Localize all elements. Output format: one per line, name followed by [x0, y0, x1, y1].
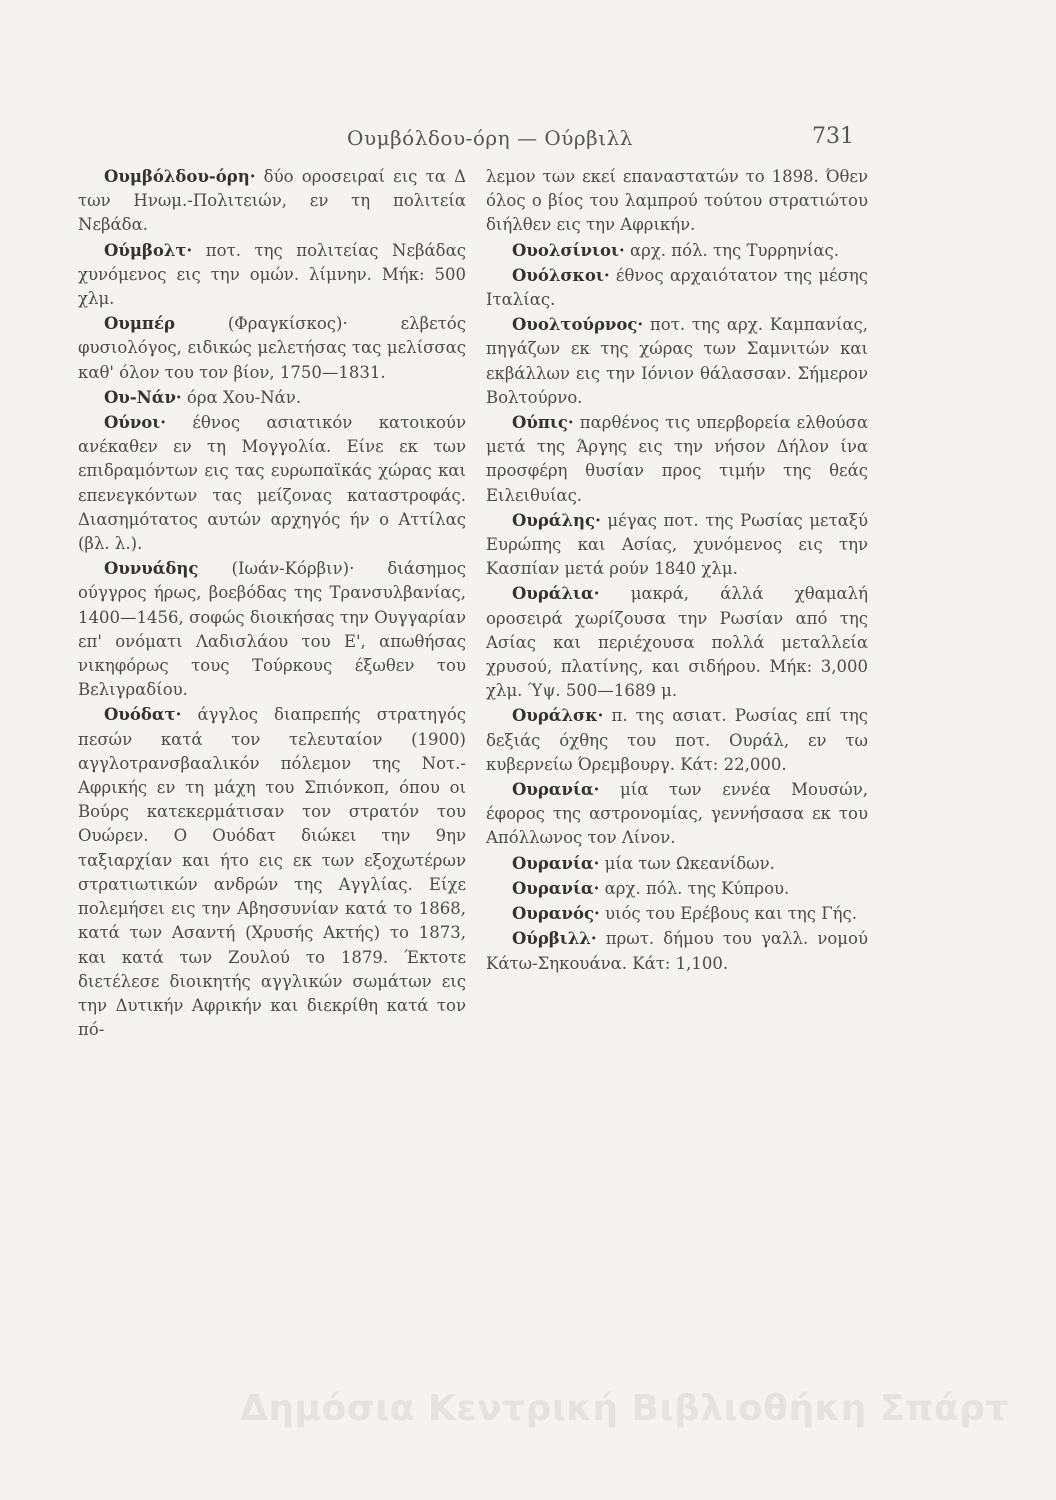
dictionary-entry — [78, 411, 466, 556]
entry-headword: Ουράλσκ· — [512, 706, 604, 726]
entry-text: μία των Ωκεανίδων. — [599, 853, 775, 873]
dictionary-entry — [78, 165, 466, 238]
right-column — [486, 165, 868, 977]
entry-text: πρωτ. δήμου του γαλλ. νομού Κάτω-Σηκουάνα. Κάτ: 1,100. — [486, 929, 868, 973]
page-number: 731 — [812, 124, 854, 149]
entry-headword: Ούρβιλλ· — [512, 929, 597, 949]
dictionary-entry — [78, 386, 466, 410]
entry-text: π. της ασιατ. Ρωσίας επί της δεξιάς όχθης του ποτ. Ουράλ, εν τω κυβερνείω Όρεμβουργ. Κάτ: 22,000. — [486, 706, 868, 774]
dictionary-entry — [486, 778, 868, 851]
entry-headword: Ουμβόλδου-όρη· — [104, 167, 256, 186]
dictionary-entry — [486, 264, 868, 312]
entry-text: μία των εννέα Μουσών, έφορος της αστρονομίας, γεννήσασα εκ του Απόλλωνος τον Λίνον. — [486, 780, 868, 848]
entry-text: λεμον των εκεί επαναστατών το 1898. Όθεν όλος ο βίος του λαμπρού τούτου στρατιώτου διήλθεν εις την Αφρικήν. — [486, 167, 868, 235]
dictionary-entry — [486, 927, 868, 975]
entry-text: ποτ. της αρχ. Καμπανίας, πηγάζων εκ της χώρας των Σαμνιτών και εκβάλλων εις την Ιόνιον θάλασσαν. Σήμερον Βολτούρνο. — [486, 315, 868, 407]
dictionary-entry — [486, 704, 868, 777]
entry-headword: Ουράλης· — [512, 510, 601, 530]
dictionary-entry — [78, 239, 466, 312]
entry-headword: Ουρανός· — [512, 904, 600, 924]
dictionary-entry — [486, 411, 868, 508]
entry-text: όρα Χου-Νάν. — [181, 387, 302, 407]
entry-text: (Φραγκίσκος)· ελβετός φυσιολόγος, ειδικώς μελετήσας τας μελίσσας καθ' όλον του τον βίον, 1750—1831. — [78, 314, 466, 382]
entry-headword: Ουμπέρ — [104, 314, 175, 334]
entry-text: μακρά, άλλά χθαμαλή οροσειρά χωρίζουσα την Ρωσίαν από της Ασίας και περιέχουσα πολλά μεταλλεία χρυσού, πλατίνης, και σιδήρου. Μήκ: 3,000 χλμ. Ύψ. 500—1689 μ. — [486, 584, 868, 701]
dictionary-entry — [486, 582, 868, 703]
entry-text: έθνος αρχαιότατον της μέσης Ιταλίας. — [486, 265, 868, 310]
entry-headword: Ουνυάδης — [104, 559, 199, 579]
entry-text: (Ιωάν-Κόρβιν)· διάσημος ούγγρος ήρως, βοεβόδας της Τρανσυλβανίας, 1400—1456, σοφώς διοικήσας την Ουγγαρίαν επ' ονόματι Λαδισλάου του Ε', απωθήσας νικηφόρως τους Τούρκους έξωθεν του Βελιγραδίου. — [78, 559, 466, 700]
entry-headword: Ουολτούρνος· — [512, 315, 644, 335]
dictionary-entry — [486, 165, 868, 238]
dictionary-entry — [486, 239, 868, 263]
entry-headword: Ουρανία· — [512, 853, 600, 873]
entry-text: υιός του Ερέβους και της Γής. — [599, 904, 858, 924]
left-column — [78, 165, 466, 1043]
dictionary-entry — [486, 877, 868, 901]
entry-text: μέγας ποτ. της Ρωσίας μεταξύ Ευρώπης και Ασίας, χυνόμενος εις την Κασπίαν μετά ρούν 1840 χλμ. — [486, 510, 868, 579]
entry-headword: Ούνοι· — [104, 413, 167, 433]
library-watermark: Δημόσια Κεντρική Βιβλιοθήκη Σπάρτ — [240, 1388, 1009, 1429]
entry-headword: Ουράλια· — [512, 584, 600, 604]
entry-headword: Ούμβολτ· — [104, 240, 193, 260]
running-head: Ουμβόλδου-όρη — Ούρβιλλ — [347, 126, 633, 150]
dictionary-entry — [486, 902, 868, 926]
entry-text: δύο οροσειραί εις τα Δ των Ηνωμ.-Πολιτειών, εν τη πολιτεία Νεβάδα. — [78, 167, 466, 235]
dictionary-entry — [486, 313, 868, 410]
entry-text: έθνος ασιατικόν κατοικούν ανέκαθεν εν τη Μογγολία. Είνε εκ των επιδραμόντων εις τας ευρωπαϊκάς χώρας και επενεγκόντων τας μείζονας καταστροφάς. Διασημότατος αυτών αρχηγός ήν ο Αττίλας (βλ. λ.). — [78, 413, 466, 554]
dictionary-entry — [78, 312, 466, 385]
entry-headword: Ου-Νάν· — [104, 387, 182, 407]
entry-text: άγγλος διαπρεπής στρατηγός πεσών κατά τον τελευταίον (1900) αγγλοτρανσβααλικόν πόλεμον της Νοτ.-Αφρικής εν τη μάχη του Σπιόνκοπ, όπου οι Βούρς κατεκερμάτισαν τον στρατόν του Ουώρεν. Ο Ουόδατ διώκει την 9ην ταξιαρχίαν και ήτο εις εκ των εξοχωτέρων στρατιωτικών ανδρών της Αγγλίας. Είχε πολεμήσει εις την Αβησσυνίαν κατά το 1868, κατά των Ασαντή (Χρυσής Ακτής) το 1873, και κατά των Ζουλού το 1879. Έκτοτε διετέλεσε διοικητής αγγλικών σωμάτων εις την Δυτικήν Αφρικήν και διεκρίθη κατά τον πό- — [78, 705, 466, 1040]
dictionary-entry — [78, 703, 466, 1042]
entry-headword: Ουρανία· — [512, 878, 600, 898]
entry-headword: Ούπις· — [512, 413, 574, 433]
dictionary-entry — [486, 852, 868, 876]
entry-text: παρθένος τις υπερβορεία ελθούσα μετά της Άργης εις την νήσον Δήλον ίνα προσφέρη θυσίαν προς τιμήν της θεάς Ειλειθυίας. — [486, 413, 868, 505]
entry-headword: Ουόδατ· — [104, 705, 182, 725]
dictionary-entry — [78, 557, 466, 702]
entry-headword: Ουρανία· — [512, 780, 600, 800]
entry-text: αρχ. πόλ. της Τυρρηνίας. — [624, 240, 839, 260]
entry-text: ποτ. της πολιτείας Νεβάδας χυνόμενος εις την ομών. λίμνην. Μήκ: 500 χλμ. — [78, 240, 466, 309]
entry-text: αρχ. πόλ. της Κύπρου. — [599, 878, 790, 898]
dictionary-entry — [486, 509, 868, 582]
entry-headword: Ουολσίνιοι· — [512, 240, 625, 260]
entry-headword: Ουόλσκοι· — [512, 265, 610, 285]
